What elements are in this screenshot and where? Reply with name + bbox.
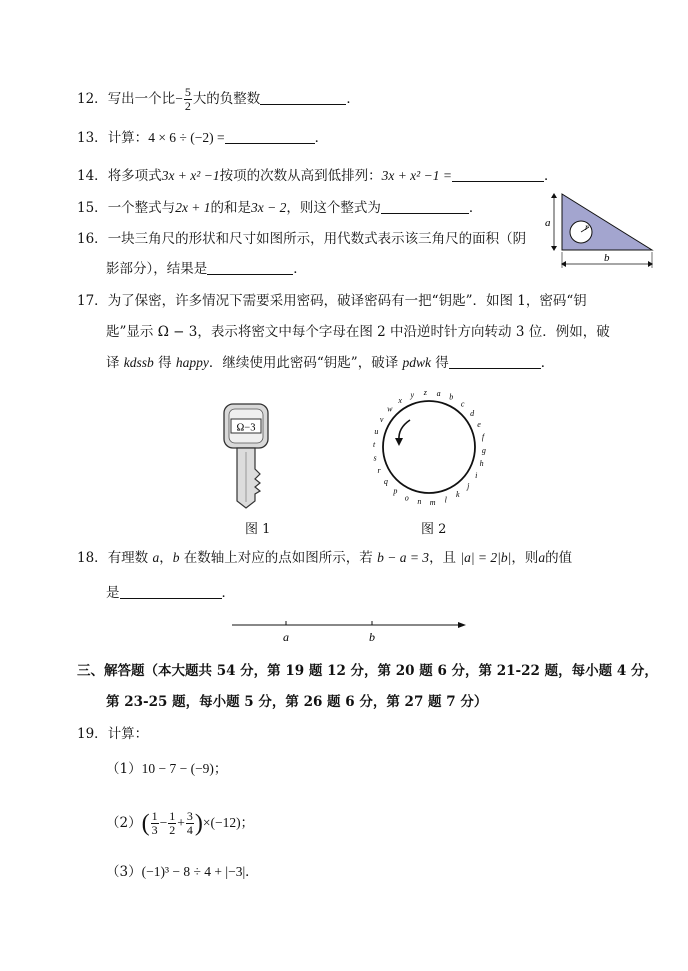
- question-number: 16．: [77, 231, 108, 247]
- point-a-label: a: [283, 630, 289, 644]
- question-text: 大的负整数: [192, 91, 261, 107]
- letter-r: r: [377, 465, 381, 475]
- question-19-part-3: [106, 862, 259, 882]
- question-text: 在数轴上对应的点如图所示，若: [183, 550, 373, 566]
- figure-2-caption: 图 2: [421, 522, 447, 537]
- variable-a: a: [152, 550, 160, 565]
- denominator: 3: [151, 823, 158, 837]
- math-expression: 3x − 2: [251, 200, 287, 215]
- cipher-word: pdwk: [402, 355, 431, 370]
- numerator: 1: [151, 809, 158, 823]
- question-text: 是: [106, 585, 120, 601]
- question-text: 为了保密，许多情况下需要采用密码，破译密码有一把“钥匙”．如图 1，密码“钥: [107, 293, 587, 309]
- point-b-label: b: [369, 630, 375, 644]
- letter-b: b: [449, 392, 454, 402]
- operator: +: [177, 815, 185, 830]
- question-19: [77, 724, 148, 744]
- fraction: [186, 810, 194, 837]
- letter-o: o: [404, 493, 409, 503]
- numerator: 3: [186, 809, 193, 823]
- letter-g: g: [481, 446, 486, 455]
- question-text: 计算：: [107, 130, 149, 146]
- math-expression: 10 − 7 − (−9)；: [141, 761, 228, 776]
- letter-s: s: [373, 453, 377, 463]
- question-18-line2: [106, 583, 235, 603]
- denominator: 2: [184, 99, 191, 113]
- alphabet-letters: [373, 388, 486, 507]
- question-text: 按项的次数从高到低排列：: [219, 168, 382, 184]
- math-expression: b − a = 3: [377, 550, 430, 565]
- operator: −: [159, 815, 168, 830]
- section-text: 第 23-25 题，每小题 5 分，第 26 题 6 分，第 27 题 7 分）: [106, 694, 488, 710]
- question-19-part-2: [106, 810, 254, 837]
- letter-e: e: [477, 420, 481, 430]
- letter-h: h: [479, 459, 484, 468]
- question-text: ，则这个整式为: [286, 200, 381, 216]
- right-paren: ): [194, 810, 203, 837]
- section-3-header: [77, 661, 658, 681]
- question-text: 的值: [545, 550, 573, 566]
- math-expression: 3x + x² −1: [161, 168, 220, 183]
- part-label: （2）: [106, 815, 142, 831]
- letter-l: l: [444, 495, 447, 505]
- math-expression: 4 × 6 ÷ (−2) =: [148, 130, 225, 145]
- letter-j: j: [467, 481, 470, 491]
- period: ．: [468, 200, 483, 216]
- letter-v: v: [379, 414, 384, 424]
- fraction: [168, 810, 176, 837]
- key-label: Ω−3: [236, 422, 256, 434]
- dimension-a: [545, 193, 557, 251]
- key-figure: [222, 402, 272, 510]
- label-r: r: [585, 222, 589, 232]
- answer-blank[interactable]: [225, 129, 315, 144]
- period: ．: [346, 91, 360, 107]
- question-text: 译: [106, 355, 120, 371]
- question-19-part-1: [106, 759, 227, 779]
- variable-a: a: [538, 550, 546, 565]
- period: ．: [543, 168, 558, 184]
- label-a: a: [545, 217, 551, 229]
- comma: ，: [159, 550, 173, 566]
- question-16-line2: [106, 259, 307, 279]
- question-18: [77, 548, 572, 568]
- triangle-ruler-figure: [540, 188, 656, 272]
- question-16: [77, 229, 526, 249]
- question-14: [77, 166, 557, 186]
- question-text: ．继续使用此密码“钥匙”，破译: [208, 355, 399, 371]
- cipher-word: kdssb: [123, 355, 154, 370]
- question-12: [77, 86, 360, 113]
- letter-m: m: [429, 497, 436, 507]
- math-expression: 3x + x² −1 =: [381, 168, 452, 183]
- question-text: 一个整式与: [107, 200, 176, 216]
- math-expression: (−1)³ − 8 ÷ 4 + |−3|．: [141, 864, 259, 879]
- letter-w: w: [387, 404, 393, 414]
- part-label: （3）: [106, 864, 142, 880]
- dimension-b: [561, 252, 653, 268]
- letter-p: p: [393, 486, 398, 496]
- question-text: 写出一个比: [107, 91, 176, 107]
- answer-blank[interactable]: [207, 260, 293, 275]
- period: ．: [221, 585, 235, 601]
- question-number: 14．: [77, 168, 108, 184]
- letter-f: f: [481, 432, 485, 442]
- question-text: 的和是: [210, 200, 252, 216]
- fraction: [184, 86, 192, 113]
- part-label: （1）: [106, 761, 142, 777]
- answer-blank[interactable]: [452, 167, 544, 182]
- question-text: 得: [435, 355, 449, 371]
- letter-n: n: [417, 497, 422, 507]
- question-text: 影部分），结果是: [106, 261, 208, 277]
- left-paren: (: [141, 810, 150, 837]
- letter-u: u: [374, 427, 379, 436]
- question-17-line3: [106, 353, 554, 373]
- fraction: [151, 810, 159, 837]
- label-b: b: [604, 252, 610, 264]
- denominator: 2: [169, 823, 176, 837]
- section-3-header-line2: [106, 692, 487, 712]
- alphabet-circle-figure: [362, 388, 496, 510]
- answer-blank[interactable]: [381, 199, 469, 214]
- numerator: 1: [169, 809, 176, 823]
- question-number: 17．: [77, 293, 108, 309]
- math-expression: |a| = 2|b|: [460, 550, 512, 565]
- question-text: 有理数: [107, 550, 149, 566]
- question-13: [77, 128, 328, 148]
- letter-q: q: [383, 477, 388, 487]
- question-number: 13．: [77, 130, 108, 146]
- math-expression: ×(−12)；: [202, 815, 255, 830]
- question-17: [77, 291, 587, 311]
- plain-word: happy: [175, 355, 209, 370]
- question-text: ，则: [511, 550, 539, 566]
- answer-blank[interactable]: [260, 90, 346, 105]
- letter-z: z: [423, 388, 427, 398]
- period: ．: [314, 130, 329, 146]
- question-15: [77, 198, 482, 218]
- variable-b: b: [172, 550, 180, 565]
- period: ．: [540, 355, 555, 371]
- question-text: 得: [158, 355, 172, 371]
- letter-c: c: [460, 399, 465, 409]
- answer-blank[interactable]: [449, 354, 541, 369]
- denominator: 4: [186, 823, 193, 837]
- question-17-line2: [106, 322, 610, 342]
- period: ．: [293, 261, 307, 277]
- letter-d: d: [470, 408, 475, 418]
- section-text: 三、解答题（本大题共 54 分，第 19 题 12 分，第 20 题 6 分，第 21-22 题，每小题 4 分，: [77, 663, 658, 679]
- question-text: ，且: [429, 550, 457, 566]
- math-expression: 2x + 1: [175, 200, 211, 215]
- question-text: 将多项式: [107, 168, 162, 184]
- question-number: 18．: [77, 550, 108, 566]
- letter-k: k: [456, 489, 460, 499]
- figure-1-caption: 图 1: [245, 522, 271, 537]
- question-text: 匙”显示 Ω − 3，表示将密文中每个字母在图 2 中沿逆时针方向转动 3 位．例如，破: [106, 324, 610, 340]
- letter-x: x: [398, 396, 402, 406]
- answer-blank[interactable]: [120, 584, 222, 599]
- question-text: 计算：: [107, 726, 149, 742]
- letter-y: y: [410, 390, 415, 400]
- letter-t: t: [372, 440, 376, 449]
- letter-a: a: [436, 388, 441, 398]
- letter-i: i: [475, 471, 478, 481]
- minus-sign: −: [175, 91, 183, 106]
- number-line-figure: [228, 614, 470, 646]
- numerator: 5: [184, 85, 191, 99]
- question-text: 一块三角尺的形状和尺寸如图所示，用代数式表示该三角尺的面积（阴: [107, 231, 527, 247]
- question-number: 19．: [77, 726, 108, 742]
- question-number: 15．: [77, 200, 108, 216]
- question-number: 12．: [77, 91, 108, 107]
